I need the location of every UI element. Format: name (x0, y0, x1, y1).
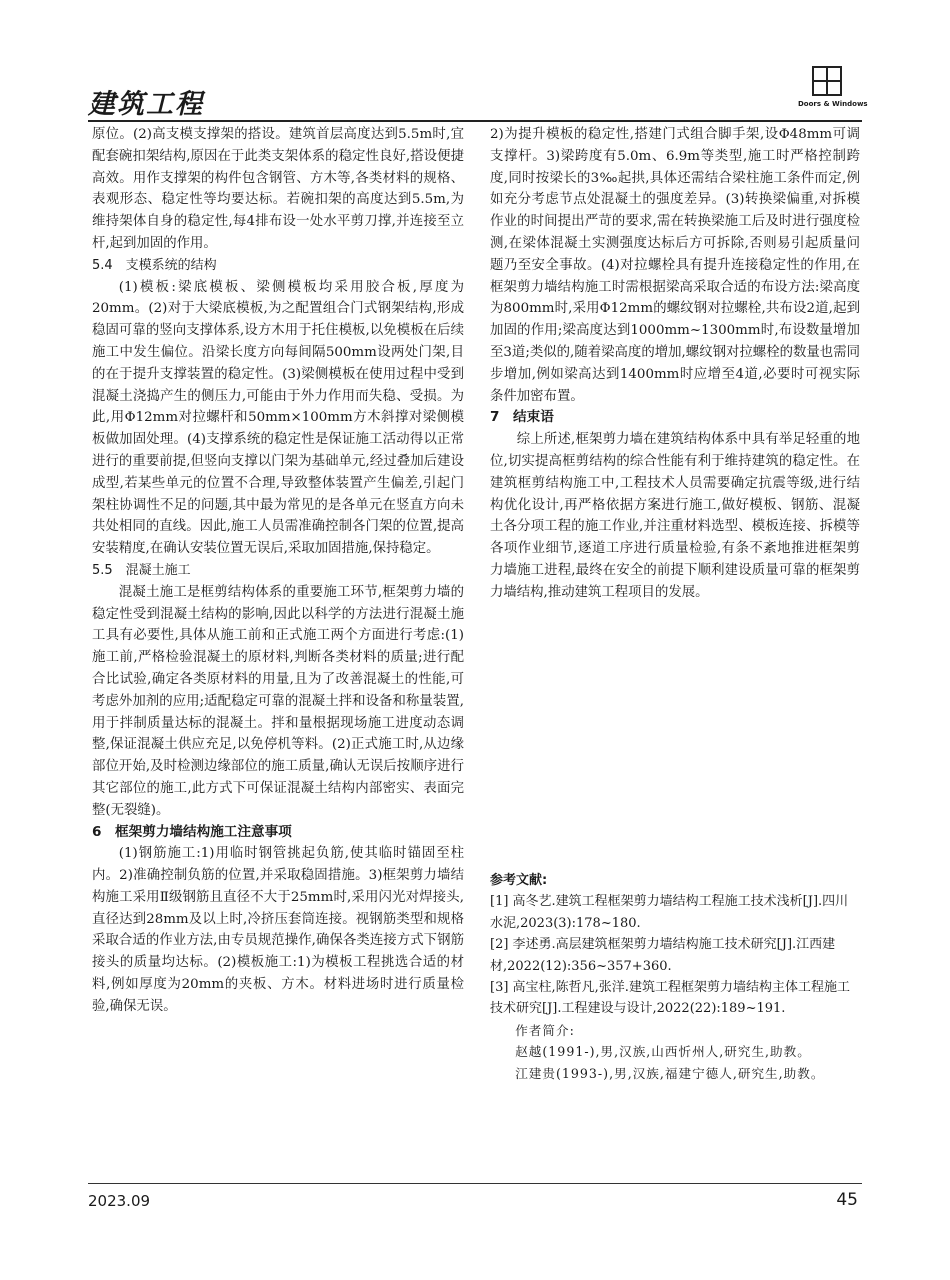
reference-item: [2] 李述勇.高层建筑框架剪力墙结构施工技术研究[J].江西建材,2022(12):356~357+360. (490, 937, 836, 974)
paragraph: 原位。(2)高支模支撑架的搭设。建筑首层高度达到5.5m时,宜配套碗扣架结构,原因在于此类支架体系的稳定性良好,搭设便捷高效。用作支撑架的构件包含钢管、方木等,各类材料的规格、表观形态、稳定性等均要达标。若碗扣架的高度达到5.5m,为维持架体自身的稳定性,每4排布设一处水平剪刀撑,并连接至立杆,起到加固的作用。 (92, 127, 464, 251)
paragraph: 混凝土施工是框剪结构体系的重要施工环节,框架剪力墙的稳定性受到混凝土结构的影响,因此以科学的方法进行混凝土施工具有必要性,具体从施工前和正式施工两个方面进行考虑:(1)施工前,严格检验混凝土的原材料,判断各类材料的质量;进行配合比试验,确定各类原材料的用量,且为了改善混凝土的性能,可考虑外加剂的应用;适配稳定可靠的混凝土拌和设备和称量装置,用于拌制质量达标的混凝土。拌和量根据现场施工进度动态调整,保证混凝土供应充足,以免停机等料。(2)正式施工时,从边缘部位开始,及时检测边缘部位的施工质量,确认无误后按顺序进行其它部位的施工,此方式下可保证混凝土结构内部密实、表面完整(无裂缝)。 (92, 584, 464, 818)
section-heading-5-5: 5.5 混凝土施工 (92, 562, 191, 578)
page-number: 45 (836, 1190, 858, 1210)
paragraph: (1)模板:梁底模板、梁侧模板均采用胶合板,厚度为20mm。(2)对于大梁底模板,为之配置组合门式钢架结构,形成稳固可靠的竖向支撑体系,设方木用于托住模板,以免模板在后续施工中发生偏位。沿梁长度方向每间隔500mm设两处门架,目的在于提升支撑装置的稳定性。(3)梁侧模板在使用过程中受到混凝土浇捣产生的侧压力,可能由于外力作用而失稳、受损。为此,用Φ12mm对拉螺杆和50mm×100mm方木斜撑对梁侧模板做加固处理。(4)支撑系统的稳定性是保证施工活动得以正常进行的重要前提,但竖向支撑以门架为基础单元,经过叠加后建设成型,若某些单元的位置不合理,导致整体装置产生偏差,引起门架柱协调性不足的问题,其中最为常见的是各单元在竖直方向未共处相同的直线。因此,施工人员需准确控制各门架的位置,提高安装精度,在确认安装位置无误后,采取加固措施,保持稳定。 (92, 279, 464, 557)
references-block (490, 870, 860, 1084)
window-icon (812, 66, 842, 96)
journal-section-title: 建筑工程 (88, 89, 204, 120)
section-heading-6: 6 框架剪力墙结构施工注意事项 (92, 823, 292, 840)
paragraph: (1)钢筋施工:1)用临时钢管挑起负筋,使其临时锚固至柱内。2)准确控制负筋的位置,并采取稳固措施。3)框架剪力墙结构施工采用Ⅱ级钢筋且直径不大于25mm时,采用闪光对焊接头,直径达到28mm及以上时,冷挤压套筒连接。视钢筋类型和规格采取合适的作业方法,由专员规范操作,确保各类连接方式下钢筋接头的质量均达标。(2)模板施工:1)为模板工程挑选合适的材料,例如厚度为20mm的夹板、方木。材料进场时进行质量检验,确保无误。 (92, 846, 464, 1014)
logo-text: Doors & Windows (798, 100, 868, 108)
paragraph: 综上所述,框架剪力墙在建筑结构体系中具有举足轻重的地位,切实提高框剪结构的综合性能有利于维持建筑的稳定性。在建筑框剪结构施工中,工程技术人员需要确定抗震等级,进行结构优化设计,再严格依据方案进行施工,做好模板、钢筋、混凝土各分项工程的施工作业,并注重材料选型、模板连接、拆模等各项作业细节,逐道工序进行质量检验,有条不紊地推进框架剪力墙施工进程,最终在安全的前提下顺利建设质量可靠的框架剪力墙结构,推动建筑工程项目的发展。 (490, 432, 860, 600)
author-bio: 赵越(1991-),男,汉族,山西忻州人,研究生,助教。 (515, 1044, 811, 1060)
journal-logo (798, 66, 868, 114)
reference-item: [3] 高宝柱,陈哲凡,张洋.建筑工程框架剪力墙结构主体工程施工技术研究[J].工程建设与设计,2022(22):189~191. (490, 980, 850, 1017)
right-column (490, 124, 860, 604)
author-bio: 江建贵(1993-),男,汉族,福建宁德人,研究生,助教。 (515, 1065, 825, 1081)
section-heading-7: 7 结束语 (490, 409, 554, 426)
paragraph: 2)为提升模板的稳定性,搭建门式组合脚手架,设Φ48mm可调支撑杆。3)梁跨度有5.0m、6.9m等类型,施工时严格控制跨度,同时按梁长的3‰起拱,具体还需结合梁柱施工条件而定,例如充分考虑节点处混凝土的强度差异。(3)转换梁偏重,对拆模作业的时间提出严苛的要求,需在转换梁施工后及时进行强度检测,在梁体混凝土实测强度达标后方可拆除,否则易引起质量问题乃至安全事故。(4)对拉螺栓具有提升连接稳定性的作用,在框架剪力墙结构施工时需根据梁高采取合适的布设方法:梁高度为800mm时,采用Φ12mm的螺纹钢对拉螺栓,共布设2道,起到加固的作用;梁高度达到1000mm~1300mm时,布设数量增加至3道;类似的,随着梁高度的增加,螺纹钢对拉螺栓的数量也需同步增加,例如梁高达到1400mm时应增至4道,必要时可视实际条件加密布置。 (490, 127, 860, 404)
footer-rule (88, 1183, 862, 1184)
reference-item: [1] 高冬艺.建筑工程框架剪力墙结构工程施工技术浅析[J].四川水泥,2023(3):178~180. (490, 894, 849, 931)
section-heading-5-4: 5.4 支模系统的结构 (92, 257, 217, 273)
author-bio-heading: 作者简介: (515, 1022, 575, 1038)
references-heading: 参考文献: (490, 873, 548, 888)
left-column (92, 124, 464, 1018)
issue-date: 2023.09 (88, 1192, 151, 1210)
header-rule (88, 120, 862, 122)
